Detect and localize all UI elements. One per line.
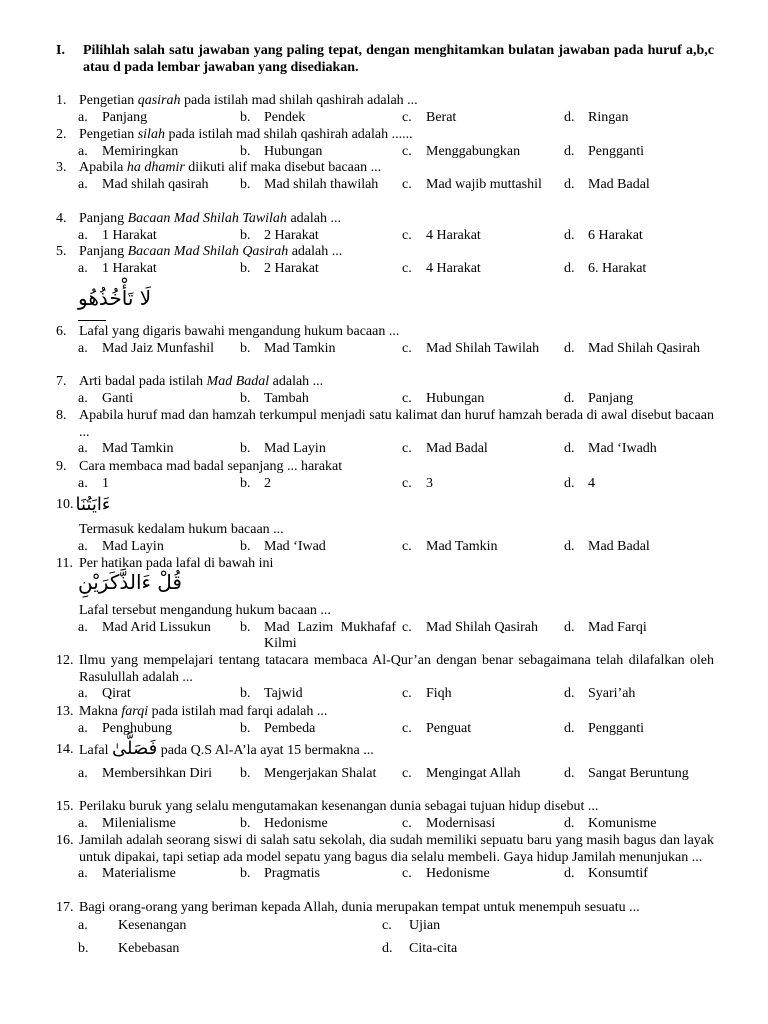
option-a[interactable]: a. Mad Jaiz Munfashil [78, 340, 214, 356]
question-text: Perilaku buruk yang selalu mengutamakan kesenangan dunia sebagai tujuan hidup disebut ... [79, 799, 599, 814]
question-number: 14. [56, 742, 74, 757]
options [56, 766, 714, 799]
option-b[interactable]: b. Hubungan [240, 143, 323, 159]
option-a[interactable]: a. Kesenangan [78, 917, 187, 933]
option-b[interactable]: b. Pendek [240, 109, 306, 125]
option-d[interactable]: d. 6. Harakat [564, 260, 647, 276]
option-b[interactable]: b. 2 Harakat [240, 260, 319, 276]
question-text: Cara membaca mad badal sepanjang ... harakat [79, 459, 343, 474]
question-text: Lafal فَصَلَّىٰ pada Q.S Al-A’la ayat 15 bermakna ... [79, 738, 374, 759]
question-5 [56, 244, 714, 277]
option-c[interactable]: c. Modernisasi [402, 815, 496, 831]
option-c[interactable]: c. Penguat [402, 720, 472, 736]
option-b[interactable]: b. Tambah [240, 390, 309, 406]
question-number: 10. [56, 497, 74, 512]
option-c[interactable]: c. 4 Harakat [402, 227, 481, 243]
option-c[interactable]: c. Menggabungkan [402, 143, 521, 159]
question-10-body [56, 522, 714, 555]
question-1 [56, 93, 714, 126]
option-d[interactable]: d. 6 Harakat [564, 227, 643, 243]
options [56, 539, 714, 556]
question-14 [56, 738, 714, 760]
question-text: Bagi orang-orang yang beriman kepada Allah, dunia merupakan tempat untuk menempuh sesuatu ... [79, 900, 640, 915]
question-number: 15. [56, 799, 74, 814]
option-b[interactable]: b. 2 [240, 475, 271, 491]
option-c[interactable]: c. Mad Tamkin [402, 538, 498, 554]
question-text: Per hatikan pada lafal di bawah ini [79, 556, 274, 571]
instruction [56, 43, 714, 76]
option-d[interactable]: d. Cita-cita [382, 940, 458, 956]
arabic-text-q6: لَا تَأْخُذُهُو [78, 286, 152, 310]
options [56, 110, 714, 127]
option-c[interactable]: c. Mad Shilah Tawilah [402, 340, 540, 356]
question-number: 12. [56, 653, 74, 668]
option-b[interactable]: b. Pragmatis [240, 866, 320, 882]
option-a[interactable]: a. Mad Tamkin [78, 441, 174, 457]
option-d[interactable]: d. Mad Shilah Qasirah [564, 340, 700, 356]
question-text: Jamilah adalah seorang siswi di salah satu sekolah, dia sudah memiliki sepuatu baru yang masih bagus dan layak untuk dipakai, tapi setiap ada model sepatu yang bagus dia selalu membeli. Gaya hidup Jamilah menunjukan ... [79, 833, 714, 865]
question-subtext: Lafal tersebut mengandung hukum bacaan ... [79, 603, 331, 618]
question-text: Arti badal pada istilah Mad Badal adalah ... [79, 374, 324, 389]
question-13 [56, 704, 714, 737]
option-c[interactable]: c. Mad wajib muttashil [402, 176, 542, 192]
option-d[interactable]: d. Konsumtif [564, 866, 648, 882]
question-text: Apabila ha dhamir diikuti alif maka disebut bacaan ... [79, 160, 382, 175]
question-number: 11. [56, 556, 73, 571]
option-c[interactable]: c. Hubungan [402, 390, 485, 406]
question-text: Ilmu yang mempelajari tentang tatacara membaca Al-Qur’an dengan benar sebagaimana telah dilafalkan oleh Rasulullah adalah ... [79, 653, 714, 685]
options [56, 866, 714, 883]
question-number: 6. [56, 324, 67, 339]
option-b[interactable]: b. 2 Harakat [240, 227, 319, 243]
option-d[interactable]: d. Pengganti [564, 720, 644, 736]
option-a[interactable]: a. Milenialisme [78, 815, 176, 831]
option-c[interactable]: c. 3 [402, 475, 433, 491]
question-15 [56, 799, 714, 832]
question-number: 2. [56, 127, 67, 142]
option-c[interactable]: c. Berat [402, 109, 457, 125]
question-2 [56, 127, 714, 160]
question-14-options [56, 766, 714, 799]
options [56, 144, 714, 161]
option-c[interactable]: c. 4 Harakat [402, 260, 481, 276]
option-c[interactable]: c. Mad Badal [402, 441, 488, 457]
instruction-number: I. [56, 43, 65, 58]
option-d[interactable]: d. Mad Farqi [564, 619, 647, 635]
question-6 [56, 324, 714, 374]
options [56, 620, 714, 653]
options [56, 476, 714, 493]
option-a[interactable]: a. 1 Harakat [78, 260, 157, 276]
option-c[interactable]: c. Ujian [382, 917, 441, 933]
option-b[interactable]: b. Hedonisme [240, 815, 328, 831]
arabic-text-q11: قُلْ ءَالذَّكَرَيْنِ [78, 570, 182, 594]
options [56, 721, 714, 738]
question-10 [56, 494, 714, 515]
option-a[interactable]: a. Mad shilah qasirah [78, 176, 209, 192]
option-b[interactable]: b. Pembeda [240, 720, 316, 736]
option-a[interactable]: a. Penghubung [78, 720, 172, 736]
option-d[interactable]: d. Panjang [564, 390, 634, 406]
option-b[interactable]: b. Mad Lazim Mukhafaf Kilmi [240, 619, 396, 652]
question-number: 13. [56, 704, 74, 719]
question-17 [56, 900, 714, 965]
option-a[interactable]: a. Qirat [78, 686, 131, 702]
options [56, 177, 714, 210]
arabic-text-q10: ءَايَتُنَا [75, 494, 111, 515]
option-c[interactable]: c. Hedonisme [402, 866, 490, 882]
option-d[interactable]: d. Mad ‘Iwadh [564, 441, 657, 457]
option-c[interactable]: c. Mengingat Allah [402, 766, 521, 781]
options [56, 391, 714, 408]
option-b[interactable]: b. Mad Layin [240, 441, 326, 457]
question-text: Apabila huruf mad dan hamzah terkumpul menjadi satu kalimat dan huruf hamzah berada di awal disebut bacaan ... [79, 408, 714, 440]
question-text: Termasuk kedalam hukum bacaan ... [79, 522, 284, 537]
option-d[interactable]: d. Ringan [564, 109, 629, 125]
options [56, 228, 714, 245]
question-8 [56, 408, 714, 458]
option-b[interactable]: b. Mengerjakan Shalat [240, 766, 377, 781]
question-number: 16. [56, 833, 74, 848]
option-a[interactable]: a. Membersihkan Diri [78, 766, 213, 781]
option-d[interactable]: d. Syari’ah [564, 686, 636, 702]
question-11-body [56, 603, 714, 653]
question-number: 17. [56, 900, 74, 915]
option-c[interactable]: c. Fiqh [402, 686, 452, 702]
question-3 [56, 160, 714, 210]
option-b[interactable]: b. Mad ‘Iwad [240, 538, 326, 554]
question-text: Pengetian silah pada istilah mad shilah qashirah adalah ...... [79, 127, 413, 142]
question-text: Makna farqi pada istilah mad farqi adalah ... [79, 704, 328, 719]
option-a[interactable]: a. Mad Layin [78, 538, 164, 554]
question-text: Lafal yang digaris bawahi mengandung hukum bacaan ... [79, 324, 400, 339]
question-12 [56, 653, 714, 703]
options [56, 816, 714, 833]
question-text: Panjang Bacaan Mad Shilah Tawilah adalah ... [79, 211, 341, 226]
option-b[interactable]: b. Tajwid [240, 686, 303, 702]
question-text: Panjang Bacaan Mad Shilah Qasirah adalah ... [79, 244, 343, 259]
question-16 [56, 833, 714, 883]
option-d[interactable]: d. Komunisme [564, 815, 657, 831]
arabic-text-q14: فَصَلَّىٰ [112, 738, 158, 759]
option-b[interactable]: b. Mad Tamkin [240, 340, 336, 356]
question-number: 4. [56, 211, 67, 226]
options [56, 917, 714, 965]
option-a[interactable]: a. Materialisme [78, 866, 176, 882]
option-a[interactable]: a. Panjang [78, 109, 148, 125]
option-a[interactable]: a. Memiringkan [78, 143, 179, 159]
options [56, 441, 714, 458]
option-b[interactable]: b. Mad shilah thawilah [240, 176, 379, 192]
option-c[interactable]: c. Mad Shilah Qasirah [402, 619, 538, 635]
option-d[interactable]: d. Mad Badal [564, 538, 650, 554]
options [56, 686, 714, 703]
question-9 [56, 459, 714, 492]
option-a[interactable]: a. Mad Arid Lissukun [78, 619, 211, 635]
question-number: 8. [56, 408, 67, 423]
question-number: 1. [56, 93, 67, 108]
option-a[interactable]: a. Ganti [78, 390, 134, 406]
question-text: Pengetian qasirah pada istilah mad shilah qashirah adalah ... [79, 93, 418, 108]
underline-mark [78, 320, 106, 321]
options [56, 341, 714, 374]
instruction-text: Pilihlah salah satu jawaban yang paling tepat, dengan menghitamkan bulatan jawaban pada huruf a,b,c atau d pada lembar jawaban yang disediakan. [83, 43, 714, 75]
option-b[interactable]: b. Kebebasan [78, 940, 180, 956]
question-4 [56, 211, 714, 244]
option-d[interactable]: d. Pengganti [564, 143, 644, 159]
question-number: 9. [56, 459, 67, 474]
option-d[interactable]: d. 4 [564, 475, 595, 491]
question-number: 5. [56, 244, 67, 259]
option-a[interactable]: a. 1 Harakat [78, 227, 157, 243]
option-a[interactable]: a. 1 [78, 475, 109, 491]
option-d[interactable]: d. Sangat Beruntung [564, 766, 689, 781]
question-number: 7. [56, 374, 67, 389]
question-number: 3. [56, 160, 67, 175]
question-7 [56, 374, 714, 407]
options [56, 261, 714, 278]
option-d[interactable]: d. Mad Badal [564, 176, 650, 192]
